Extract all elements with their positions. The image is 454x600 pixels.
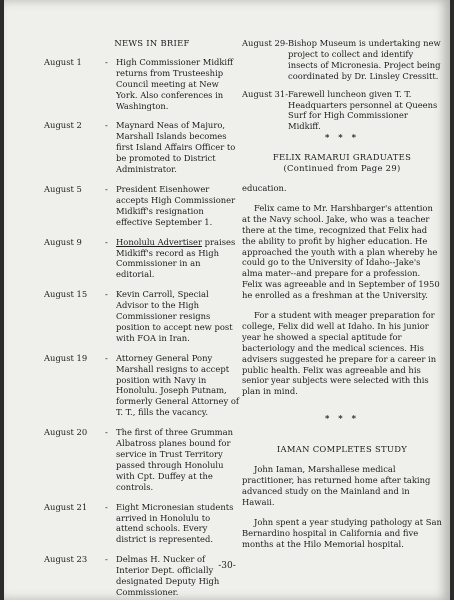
entry-text: Attorney General Pony Marshall resigns to accept position with Navy in Honolulu. Joseph Putnam, formerly General Attorney of T. T., fills the vacancy. — [116, 352, 240, 418]
news-entry — [44, 353, 240, 418]
entry-dash: - — [285, 88, 289, 99]
page-number: -30- — [218, 561, 236, 571]
entry-text: Eight Micronesian students arrived in Honolulu to attend schools. Every district is represented. — [116, 501, 234, 545]
section-divider-stars: * * * — [325, 132, 359, 143]
iaman-paragraph: John spent a year studying pathology at San Bernardino hospital in California and five months at the Hilo Memorial hospital. — [242, 516, 442, 549]
news-entry — [242, 38, 442, 82]
entry-text: Kevin Carroll, Special Advisor to the High Commissioner resigns position to accept new post with FOA in Iran. — [116, 289, 233, 343]
entry-date: August 2 — [44, 120, 82, 131]
news-heading: NEWS IN BRIEF — [114, 38, 190, 48]
entry-text: The first of three Grumman Albatross planes bound for service in Trust Territory passed through Honolulu with Cpt. Duffey at the controls. — [116, 427, 234, 492]
news-in-brief-column — [44, 38, 240, 598]
entry-date: August 23 — [44, 554, 88, 565]
news-entry — [44, 289, 240, 344]
entry-dash: - — [105, 554, 108, 565]
entry-text: Maynard Neas of Majuro, Marshall Islands becomes first Island Affairs Officer to be promoted to District Administrator. — [116, 120, 236, 175]
entry-text: President Eisenhower accepts High Commissioner Midkiff's resignation effective September 1. — [116, 183, 236, 227]
entry-date: August 29 — [242, 38, 286, 48]
iaman-paragraph: John Iaman, Marshallese medical practitioner, has returned home after taking advanced study on the Mainland and in Hawaii. — [242, 464, 431, 507]
felix-heading: FELIX RAMARUI GRADUATES — [272, 152, 412, 163]
entry-dash: - — [105, 236, 108, 247]
section-divider-stars: * * * — [325, 413, 359, 424]
news-entry — [242, 89, 442, 133]
felix-paragraph: For a student with meager preparation for college, Felix did well at Idaho. In his junior year he showed a special aptitude for bacteriology and the medical sciences. His advisers suggested he prepare for a career in public health. Felix was agreeable and his senior year subjects were selected with this plan in mind. — [242, 310, 437, 397]
news-entry — [44, 502, 240, 546]
news-entry — [44, 184, 240, 228]
entry-text: High Commissioner Midkiff returns from Trusteeship Council meeting at New York. Also conferences in Washington. — [116, 56, 234, 111]
felix-subheading: (Continued from Page 29) — [283, 163, 401, 174]
entry-dash: - — [285, 38, 289, 48]
entry-date: August 15 — [44, 289, 88, 300]
entry-text — [116, 237, 240, 281]
entry-date: August 1 — [44, 56, 82, 67]
felix-paragraph: education. — [242, 182, 287, 193]
entry-date: August 21 — [44, 501, 88, 512]
entry-dash: - — [105, 56, 108, 67]
entry-text-rest: praises Midkiff's record as High Commissioner in an editorial. — [116, 236, 236, 280]
newspaper-name: Honolulu Advertiser — [116, 236, 202, 247]
entry-dash: - — [105, 427, 108, 438]
entry-text: Bishop Museum is undertaking new project to collect and identify insects of Micronesia. Project being coordinated by Dr. Linsley Cressitt. — [288, 38, 441, 81]
news-entry — [44, 57, 240, 112]
entry-text: Delmas H. Nucker of Interior Dept. officially designated Deputy High Commissioner. — [116, 554, 220, 597]
news-entry — [44, 237, 240, 281]
entry-date: August 31 — [242, 88, 286, 99]
entry-date: August 19 — [44, 352, 88, 363]
news-entry — [44, 120, 240, 175]
entry-dash: - — [105, 501, 108, 512]
entry-date: August 20 — [44, 427, 88, 438]
entry-dash: - — [105, 352, 108, 363]
entry-text: Farewell luncheon given T. T. Headquarters personnel at Queens Surf for High Commissioner Midkiff. — [288, 88, 438, 132]
news-entry — [44, 427, 240, 492]
document-page — [4, 0, 450, 600]
iaman-heading: IAMAN COMPLETES STUDY — [276, 444, 408, 455]
entry-date: August 5 — [44, 183, 82, 194]
entry-dash: - — [105, 183, 108, 194]
felix-paragraph: Felix came to Mr. Harshbarger's attention at the Navy school. Jake, who was a teacher there at the time, recognized that Felix had the ability to profit by higher education. He approached the youth with a plan whereby he could go to the University of Idaho--Jake's alma mater--and prepare for a profession. Felix was agreeable and in September of 1950 he enrolled as a freshman at the University. — [242, 202, 440, 301]
entry-dash: - — [105, 289, 108, 300]
entry-dash: - — [105, 120, 108, 131]
entry-date: August 9 — [44, 236, 82, 247]
right-column — [242, 38, 442, 549]
